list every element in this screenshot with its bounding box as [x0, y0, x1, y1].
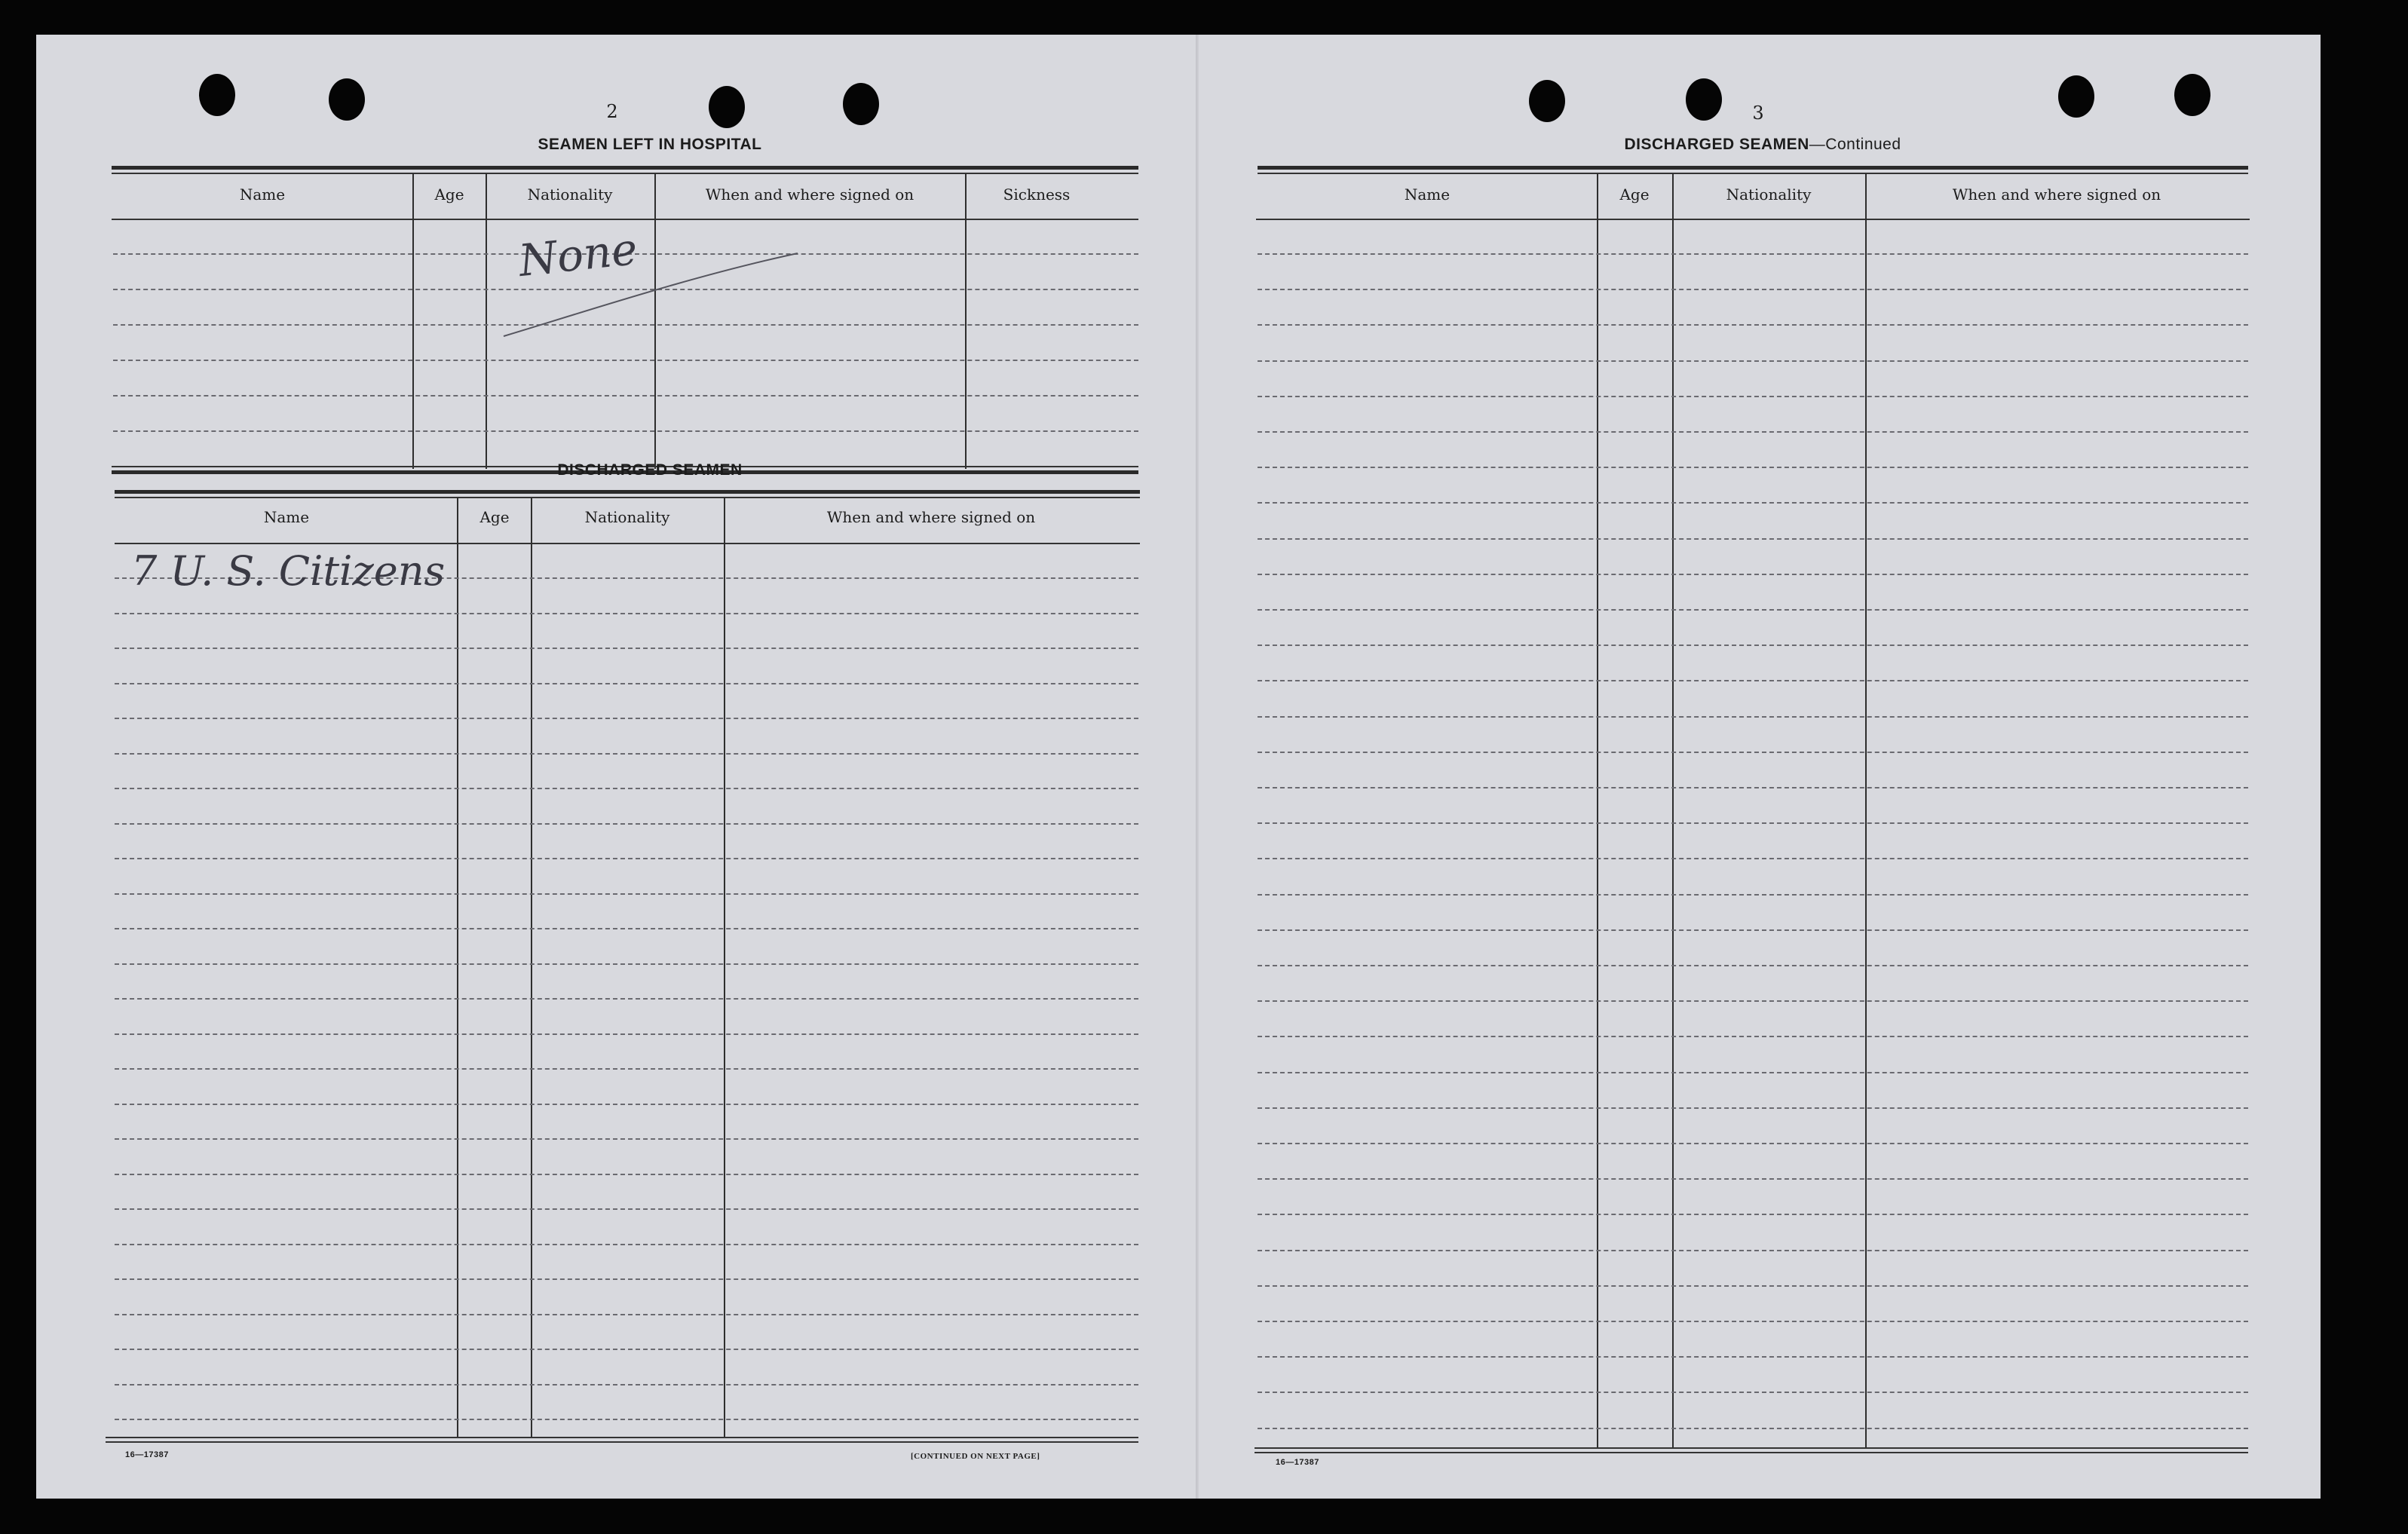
discharged-section-title: DISCHARGED SEAMEN — [557, 461, 743, 479]
ruled-line — [115, 648, 1138, 649]
punch-hole — [2058, 75, 2094, 118]
ruled-line — [1258, 1250, 2248, 1251]
column-divider — [486, 173, 487, 469]
ruled-line — [115, 1384, 1138, 1385]
ruled-line — [1258, 1072, 2248, 1073]
ruled-line — [1258, 858, 2248, 859]
ledger-sheet — [36, 35, 2321, 1499]
ruled-line — [113, 360, 1138, 361]
ruled-line — [115, 1278, 1138, 1280]
bottom-rule — [1255, 1452, 2248, 1453]
ruled-line — [115, 1138, 1138, 1140]
ruled-line — [115, 928, 1138, 929]
ruled-line — [115, 1314, 1138, 1315]
page-number: 3 — [1752, 103, 1764, 124]
punch-hole — [1529, 80, 1565, 122]
column-divider — [457, 498, 458, 1438]
handwritten-none: None — [516, 222, 640, 287]
ruled-line — [1258, 929, 2248, 931]
ruled-line — [1258, 574, 2248, 575]
column-header-nationality: Nationality — [584, 508, 670, 526]
column-divider — [1597, 173, 1598, 1449]
section-title-suffix: —Continued — [1809, 136, 1901, 153]
ruled-line — [1258, 1392, 2248, 1393]
double-rule — [112, 166, 1138, 170]
section-title-text: DISCHARGED SEAMEN — [1624, 136, 1809, 153]
punch-hole — [2174, 74, 2210, 116]
ruled-line — [1258, 1321, 2248, 1322]
continued-section-title — [1536, 136, 1989, 154]
rule — [112, 173, 1138, 174]
ruled-line — [1258, 894, 2248, 896]
right-page — [1197, 35, 2321, 1499]
header-rule — [115, 543, 1140, 544]
column-divider — [1865, 173, 1867, 1449]
form-number: 16—17387 — [125, 1450, 169, 1459]
ruled-line — [1258, 538, 2248, 540]
ruled-line — [115, 1244, 1138, 1245]
ruled-line — [115, 963, 1138, 965]
ruled-line — [1258, 1000, 2248, 1002]
ruled-line — [1258, 822, 2248, 824]
ruled-line — [1258, 1107, 2248, 1109]
bottom-rule — [106, 1437, 1138, 1438]
column-header-age: Age — [1619, 185, 1650, 204]
ruled-line — [115, 893, 1138, 895]
ruled-line — [115, 1068, 1138, 1070]
double-rule — [115, 490, 1140, 494]
ruled-line — [1258, 502, 2248, 504]
column-header-sickness: Sickness — [1003, 185, 1071, 204]
column-divider — [412, 173, 414, 469]
rule — [1258, 173, 2248, 174]
double-rule — [1258, 166, 2248, 170]
ruled-line — [1258, 360, 2248, 362]
form-number: 16—17387 — [1276, 1458, 1319, 1467]
ruled-line — [1258, 645, 2248, 646]
ruled-line — [115, 858, 1138, 859]
ruled-line — [1258, 253, 2248, 255]
punch-hole — [329, 78, 365, 121]
left-page — [36, 35, 1197, 1499]
column-header-signed-on: When and where signed on — [1952, 185, 2161, 204]
ruled-line — [115, 788, 1138, 789]
ruled-line — [1258, 716, 2248, 718]
punch-hole — [843, 83, 879, 125]
column-header-age: Age — [434, 185, 464, 204]
ruled-line — [1258, 289, 2248, 290]
page-number: 2 — [606, 101, 618, 122]
ruled-line — [1258, 680, 2248, 681]
column-header-name: Name — [239, 185, 286, 204]
ruled-line — [115, 1419, 1138, 1420]
ruled-line — [115, 613, 1138, 614]
column-header-signed-on: When and where signed on — [826, 508, 1036, 526]
ruled-line — [1258, 609, 2248, 611]
column-header-nationality: Nationality — [527, 185, 613, 204]
column-divider — [724, 498, 725, 1438]
ruled-line — [1258, 467, 2248, 468]
ruled-line — [115, 1174, 1138, 1175]
bottom-rule — [106, 1441, 1138, 1443]
ruled-line — [1258, 787, 2248, 788]
ruled-line — [1258, 752, 2248, 753]
ruled-line — [1258, 965, 2248, 966]
ruled-line — [115, 718, 1138, 719]
column-divider — [1672, 173, 1674, 1449]
ruled-line — [1258, 1036, 2248, 1037]
handwritten-citizens: 7 U. S. Citizens — [131, 547, 446, 595]
ruled-line — [115, 753, 1138, 755]
ruled-line — [115, 1104, 1138, 1105]
ruled-line — [1258, 431, 2248, 433]
ink-strike-line — [504, 253, 805, 344]
header-rule — [1256, 219, 2250, 220]
ruled-line — [115, 1349, 1138, 1350]
ruled-line — [1258, 1143, 2248, 1144]
punch-hole — [199, 74, 235, 116]
ruled-line — [1258, 1428, 2248, 1429]
column-header-name: Name — [1404, 185, 1451, 204]
header-rule — [112, 219, 1138, 220]
ruled-line — [1258, 324, 2248, 326]
column-divider — [965, 173, 967, 469]
ruled-line — [115, 998, 1138, 1000]
ruled-line — [1258, 1214, 2248, 1215]
ruled-line — [1258, 1178, 2248, 1180]
column-header-age: Age — [479, 508, 510, 526]
column-header-signed-on: When and where signed on — [705, 185, 914, 204]
bottom-rule — [1255, 1447, 2248, 1449]
punch-hole — [1686, 78, 1722, 121]
hospital-section-title: SEAMEN LEFT IN HOSPITAL — [538, 136, 762, 153]
punch-hole — [709, 86, 745, 128]
ruled-line — [115, 1208, 1138, 1210]
ruled-line — [1258, 1285, 2248, 1287]
column-header-nationality: Nationality — [1726, 185, 1812, 204]
ruled-line — [1258, 1356, 2248, 1358]
column-divider — [531, 498, 532, 1438]
continued-note: [CONTINUED ON NEXT PAGE] — [911, 1452, 1040, 1461]
rule — [115, 497, 1140, 498]
ruled-line — [113, 395, 1138, 397]
ruled-line — [113, 430, 1138, 432]
ruled-line — [1258, 396, 2248, 397]
column-header-name: Name — [263, 508, 310, 526]
ruled-line — [115, 683, 1138, 684]
ruled-line — [115, 1033, 1138, 1035]
ruled-line — [115, 823, 1138, 825]
